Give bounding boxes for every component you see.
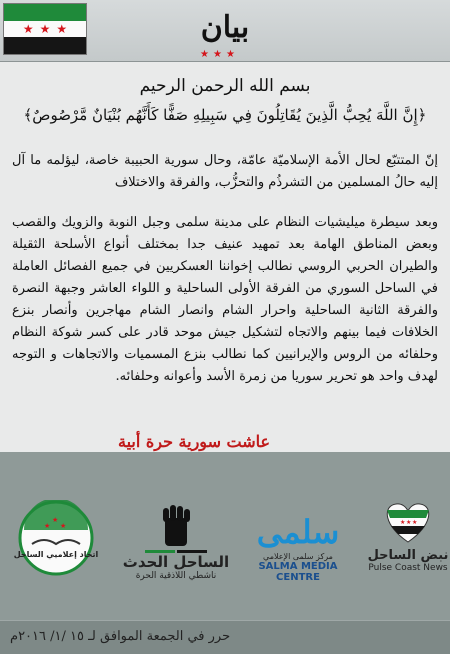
coast-event-logo: الساحل الحدث ناشطي اللاذقية الحرة [118, 500, 234, 590]
raised-fist-icon [151, 500, 201, 550]
pulse-coast-logo: ★ ★ ★ نبض الساحل Pulse Coast News [366, 500, 450, 590]
closing-slogan: عاشت سورية حرة أبية [118, 432, 271, 451]
title-stars-icon: ★ ★ ★ [200, 49, 235, 60]
basmala: بسم الله الرحمن الرحيم [139, 76, 311, 96]
issue-date: حرر في الجمعة الموافق لـ ١٥ /١/ ٢٠١٦م [10, 629, 231, 644]
syrian-revolution-flag-icon: ★ ★ ★ [3, 3, 87, 55]
header-bar [0, 0, 450, 62]
logos-row [0, 500, 450, 595]
media-union-badge-icon [18, 500, 94, 576]
svg-text:★: ★ [52, 516, 59, 524]
salma-media-logo: سلمى مركز سلمى الإعلامي SALMA MEDIA CENTRE [256, 513, 340, 583]
coast-media-union-logo: ★ ★ ★ اتحاد إعلاميي الساحل [4, 500, 108, 590]
svg-text:★: ★ [412, 519, 418, 526]
pulse-flag-heart-icon [378, 500, 438, 544]
paragraph-demands: وبعد سيطرة ميليشيات النظام على مدينة سلمى وجبل النوبة والزويك والقصب وبعض المناطق الهامة بعد تمهيد عنيف جدا بمختلف أنواع الأسلحة الثقيلة والطيران الحربي الروسي نطالب إخواننا العسكريين في جميع الفصائل العاملة في الساحل السوري من الفرقة الأولى الساحلية و اللواء العاشر وجبهة النصرة والفرقة الثانية الساحلية واحرار الشام وانصار الشام مهاجرين وأنصار بنزع الخلافات فيما بينهم والاتجاه لتشكيل جيش موحد قادر على كسر شوكة النظام وحلفائه من الروس والإيرانيين كما نطالب بنزع المسميات والاتجاهات و التوجه لهدف واحد هو تحرير سوريا من زمرة الأسد وأعوانه وحلفائه. [12, 215, 438, 384]
svg-text:★: ★ [406, 519, 412, 526]
quran-verse: ﴿إِنَّ اللَّهَ يُحِبُّ الَّذِينَ يُقَاتِلُونَ فِي سَبِيلِهِ صَفًّا كَأَنَّهُم بُنْيَانٌ مَّرْصُوصٌ﴾ [23, 106, 427, 124]
footer-bar [0, 620, 450, 654]
page-title: بيان [200, 10, 250, 45]
paragraph-intro: إنّ المتتبّع لحال الأمة الإسلاميّة عامّة، وحال سورية الحبيبة خاصة، ليؤلمه ما آل إليه حالُ المسلمين من التشرذُم والتحزُّب، والفرقة والاختلاف [12, 153, 438, 190]
statement-panel [0, 62, 450, 452]
svg-text:★: ★ [400, 519, 406, 526]
svg-text:★: ★ [44, 522, 51, 530]
svg-text:★: ★ [60, 522, 67, 530]
